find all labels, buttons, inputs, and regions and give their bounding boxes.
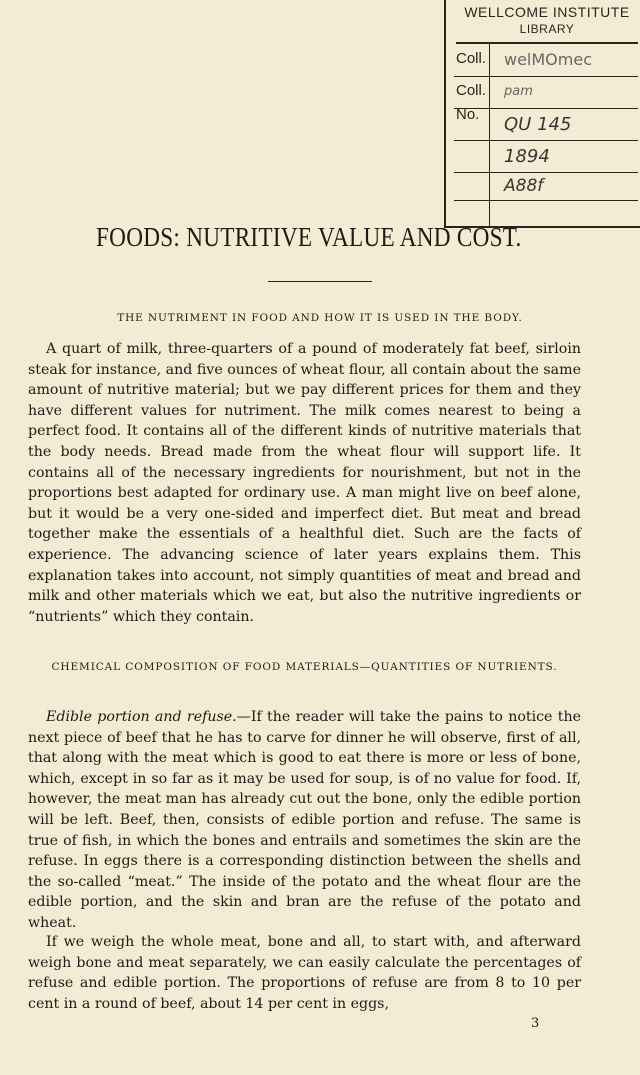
paragraph-3: If we weigh the whole meat, bone and all, to start with, and afterward weigh bone and meat separately, we can easily calculate the percentages of refuse and edible portion. The proportions of refuse are from 8 to 10 per cent in a round of beef, about 14 per cent in eggs, [28, 934, 581, 1012]
stamp-title-line2: LIBRARY [519, 22, 575, 36]
stamp-year: 1894 [504, 146, 550, 167]
stamp-row-coll [454, 42, 638, 77]
section-heading-nutriment: THE NUTRIMENT IN FOOD AND HOW IT IS USED IN THE BODY. [117, 312, 523, 324]
stamp-coll-value: welMOmec [504, 50, 592, 69]
page-title: FOODS: NUTRITIVE VALUE AND COST. [96, 222, 522, 252]
section-heading-chemical-composition: CHEMICAL COMPOSITION OF FOOD MATERIALS—QUANTITIES OF NUTRIENTS. [51, 661, 558, 673]
stamp-no-label: No. [456, 106, 480, 123]
stamp-coll2-value: pam [504, 84, 533, 99]
paragraph-2-body: —If the reader will take the pains to notice the next piece of beef that he has to carve for dinner he will observe, first of all, that along with the meat which is good to eat there is more or less of bone, which, except in so far as it may be used for soup, is of no value for food. If, however, the meat man has already cut out the bone, only the edible portion will be left. Beef, then, consists of edible portion and refuse. The same is true of fish, in which the bones and entrails and sometimes the skin are the refuse. In eggs there is a corresponding distinction between the shells and the so-called “meat.” The inside of the potato and the wheat flour are the edible portion, and the skin and bran are the refuse of the potato and wheat. [28, 709, 581, 931]
stamp-title-line1: WELLCOME INSTITUTE [464, 4, 630, 20]
paragraph-2-lead: Edible portion and refuse. [46, 709, 237, 725]
stamp-coll2-label: Coll. [456, 82, 487, 99]
page-number: 3 [531, 1016, 540, 1031]
stamp-row-no [454, 108, 638, 141]
title-rule [268, 281, 372, 282]
stamp-row-coll2 [454, 76, 638, 109]
stamp-shelfmark: QU 145 [504, 114, 572, 135]
stamp-call-suffix: A88f [504, 176, 544, 196]
stamp-title [456, 4, 638, 44]
stamp-coll-label: Coll. [456, 50, 487, 67]
library-stamp [444, 0, 640, 228]
stamp-row-year [454, 140, 638, 173]
stamp-row-call [454, 172, 638, 201]
paragraph-2 [28, 707, 581, 934]
paragraph-1: A quart of milk, three-quarters of a pound of moderately fat beef, sirloin steak for instance, and five ounces of wheat flour, all contain about the same amount of nutritive material; but we pay different prices for them and they have different values for nutriment. The milk comes nearest to being a perfect food. It contains all of the different kinds of nutritive materials that the body needs. Bread made from the wheat flour will support life. It contains all of the necessary ingredients for nourishment, but not in the proportions best adapted for ordinary use. A man might live on beef alone, but it would be a very one-sided and imperfect diet. But meat and bread together make the essentials of a healthful diet. Such are the facts of experience. The advancing science of later years explains them. This explanation takes into account, not simply quantities of meat and bread and milk and other materials which we eat, but also the nutritive ingredients or “nutrients” which they contain. [28, 341, 581, 625]
